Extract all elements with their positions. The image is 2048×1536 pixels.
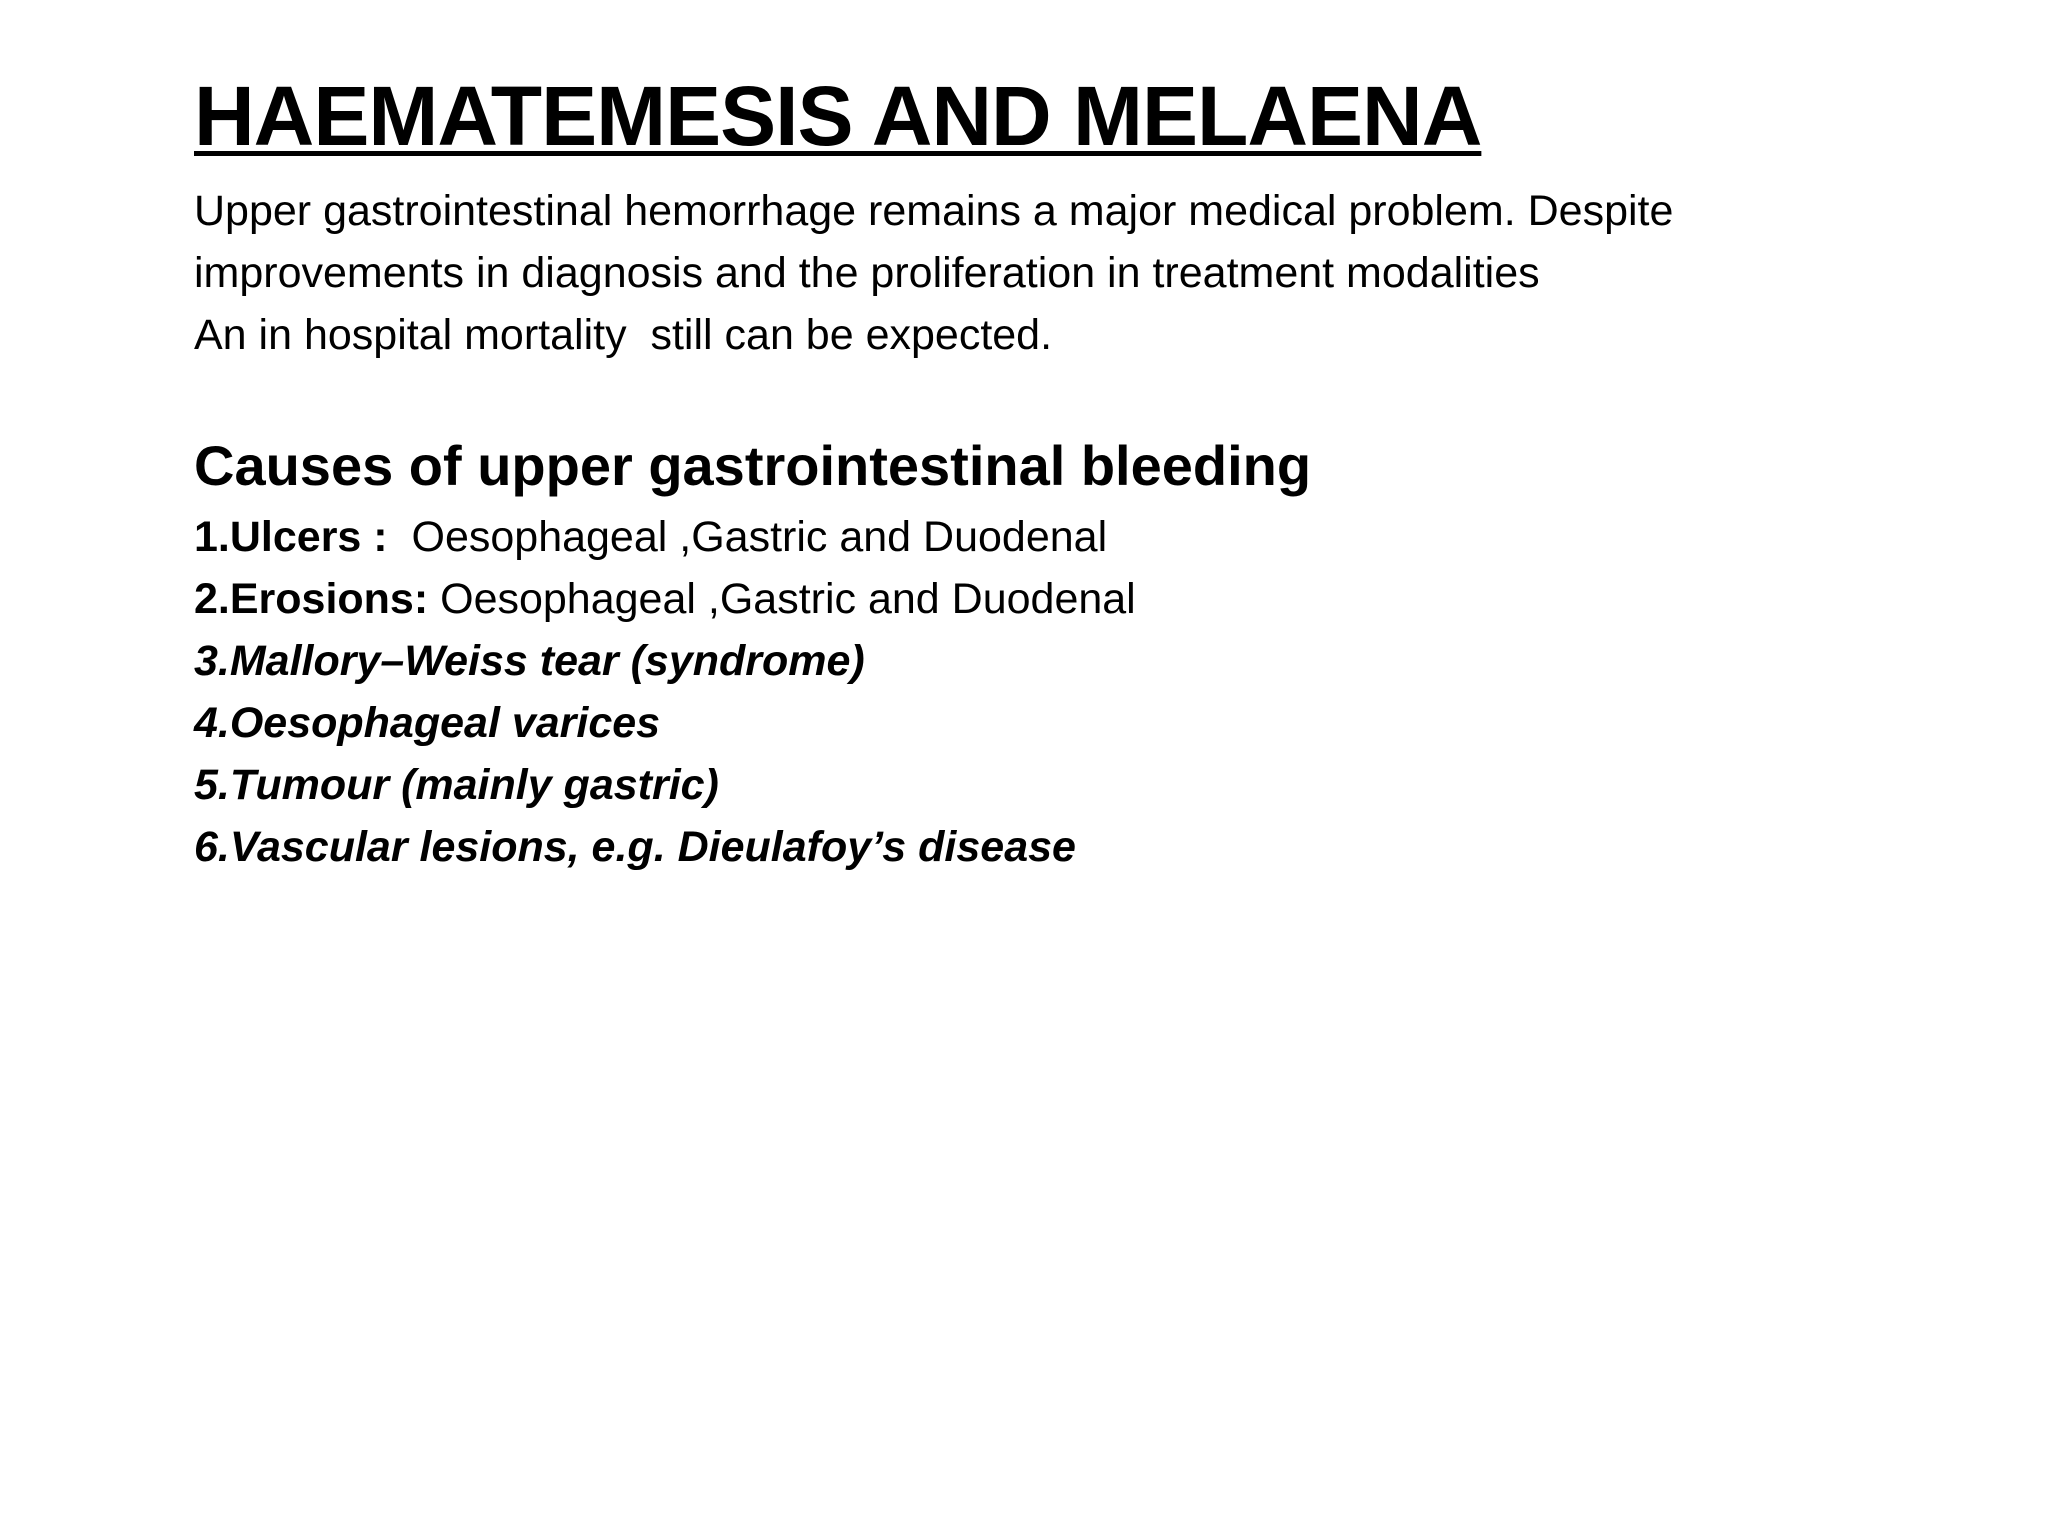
cause-text: 5.Tumour (mainly gastric) [194,761,719,809]
intro-line: Upper gastrointestinal hemorrhage remains a major medical problem. Despite [194,187,1674,235]
cause-item-vascular-lesions [194,816,1994,878]
slide-title: HAEMATEMESIS AND MELAENA [194,69,1482,163]
cause-label: 2.Erosions: [194,575,429,623]
causes-list [194,506,1994,878]
cause-item-erosions [194,568,1994,630]
cause-item-varices [194,692,1994,754]
cause-detail: Oesophageal ,Gastric and Duodenal [387,513,1108,561]
cause-text: 6.Vascular lesions, e.g. Dieulafoy’s disease [194,823,1076,871]
intro-line: An in hospital mortality still can be expected. [194,311,1053,359]
cause-item-ulcers [194,506,1994,568]
cause-item-tumour [194,754,1994,816]
cause-text: 4.Oesophageal varices [194,699,661,747]
intro-paragraph [194,180,1994,366]
slide-content [194,66,1994,878]
intro-line: improvements in diagnosis and the proliferation in treatment modalities [194,249,1540,297]
cause-item-mallory-weiss [194,630,1994,692]
cause-label: 1.Ulcers : [194,513,388,561]
causes-heading: Causes of upper gastrointestinal bleeding [194,434,1312,497]
cause-text: 3.Mallory–Weiss tear (syndrome) [194,637,865,685]
cause-detail: Oesophageal ,Gastric and Duodenal [428,575,1136,623]
